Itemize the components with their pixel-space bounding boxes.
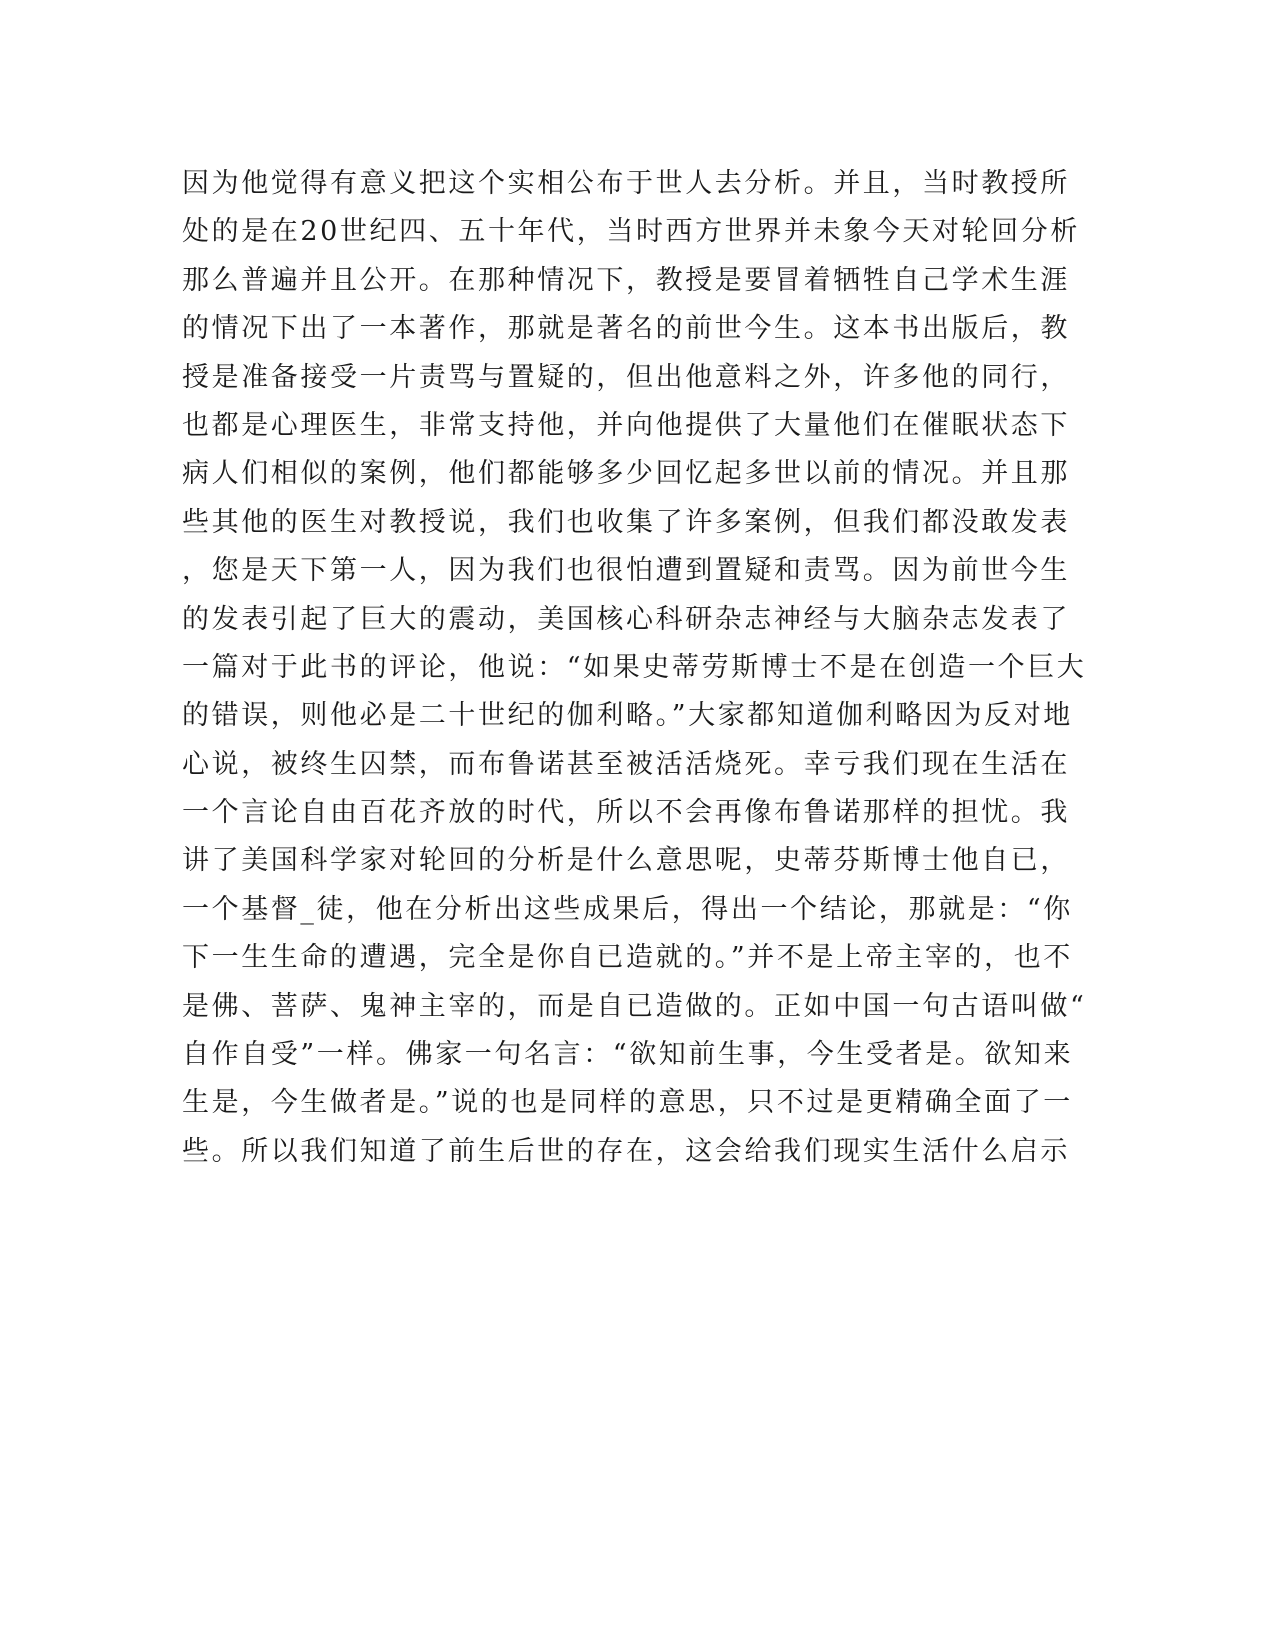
text-line: 的情况下出了一本著作，那就是著名的前世今生。这本书出版后，教 [182,313,1070,345]
text-line: 是佛、菩萨、鬼神主宰的，而是自已造做的。正如中国一句古语叫做“ [182,990,1087,1022]
text-line: 处的是在20世纪四、五十年代，当时西方世界并未象今天对轮回分析 [182,216,1080,248]
text-line: 病人们相似的案例，他们都能够多少回忆起多世以前的情况。并且那 [182,458,1070,490]
text-line: 那么普遍并且公开。在那种情况下，教授是要冒着牺牲自己学术生涯 [182,264,1070,296]
text-line: 因为他觉得有意义把这个实相公布于世人去分析。并且，当时教授所 [182,168,1070,199]
text-line: 生是，今生做者是。”说的也是同样的意思，只不过是更精确全面了一 [182,1087,1073,1119]
text-line: 心说，被终生囚禁，而布鲁诺甚至被活活烧死。幸亏我们现在生活在 [182,748,1070,780]
text-line: 授是准备接受一片责骂与置疑的，但出他意料之外，许多他的同行， [182,361,1070,393]
text-line: 自作自受”一样。佛家一句名言：“欲知前生事，今生受者是。欲知来 [182,1039,1074,1071]
text-line: 的发表引起了巨大的震动，美国核心科研杂志神经与大脑杂志发表了 [182,603,1070,635]
text-line: 的错误，则他必是二十世纪的伽利略。”大家都知道伽利略因为反对地 [182,700,1073,732]
text-line: 一个言论自由百花齐放的时代，所以不会再像布鲁诺那样的担忧。我 [182,797,1070,829]
text-line: 些其他的医生对教授说，我们也收集了许多案例，但我们都没敢发表 [182,506,1070,538]
text-line: 一个基督_徒，他在分析出这些成果后，得出一个结论，那就是：“你 [182,893,1073,925]
body-text [182,160,1087,1176]
text-line: 下一生生命的遭遇，完全是你自已造就的。”并不是上帝主宰的，也不 [182,942,1073,974]
text-line: 些。所以我们知道了前生后世的存在，这会给我们现实生活什么启示 [182,1135,1070,1167]
text-line: 讲了美国科学家对轮回的分析是什么意思呢，史蒂芬斯博士他自已， [182,845,1070,877]
text-line: 一篇对于此书的评论，他说：“如果史蒂劳斯博士不是在创造一个巨大 [182,651,1087,683]
text-line: ，您是天下第一人，因为我们也很怕遭到置疑和责骂。因为前世今生 [182,555,1070,587]
text-line: 也都是心理医生，非常支持他，并向他提供了大量他们在催眠状态下 [182,409,1070,441]
